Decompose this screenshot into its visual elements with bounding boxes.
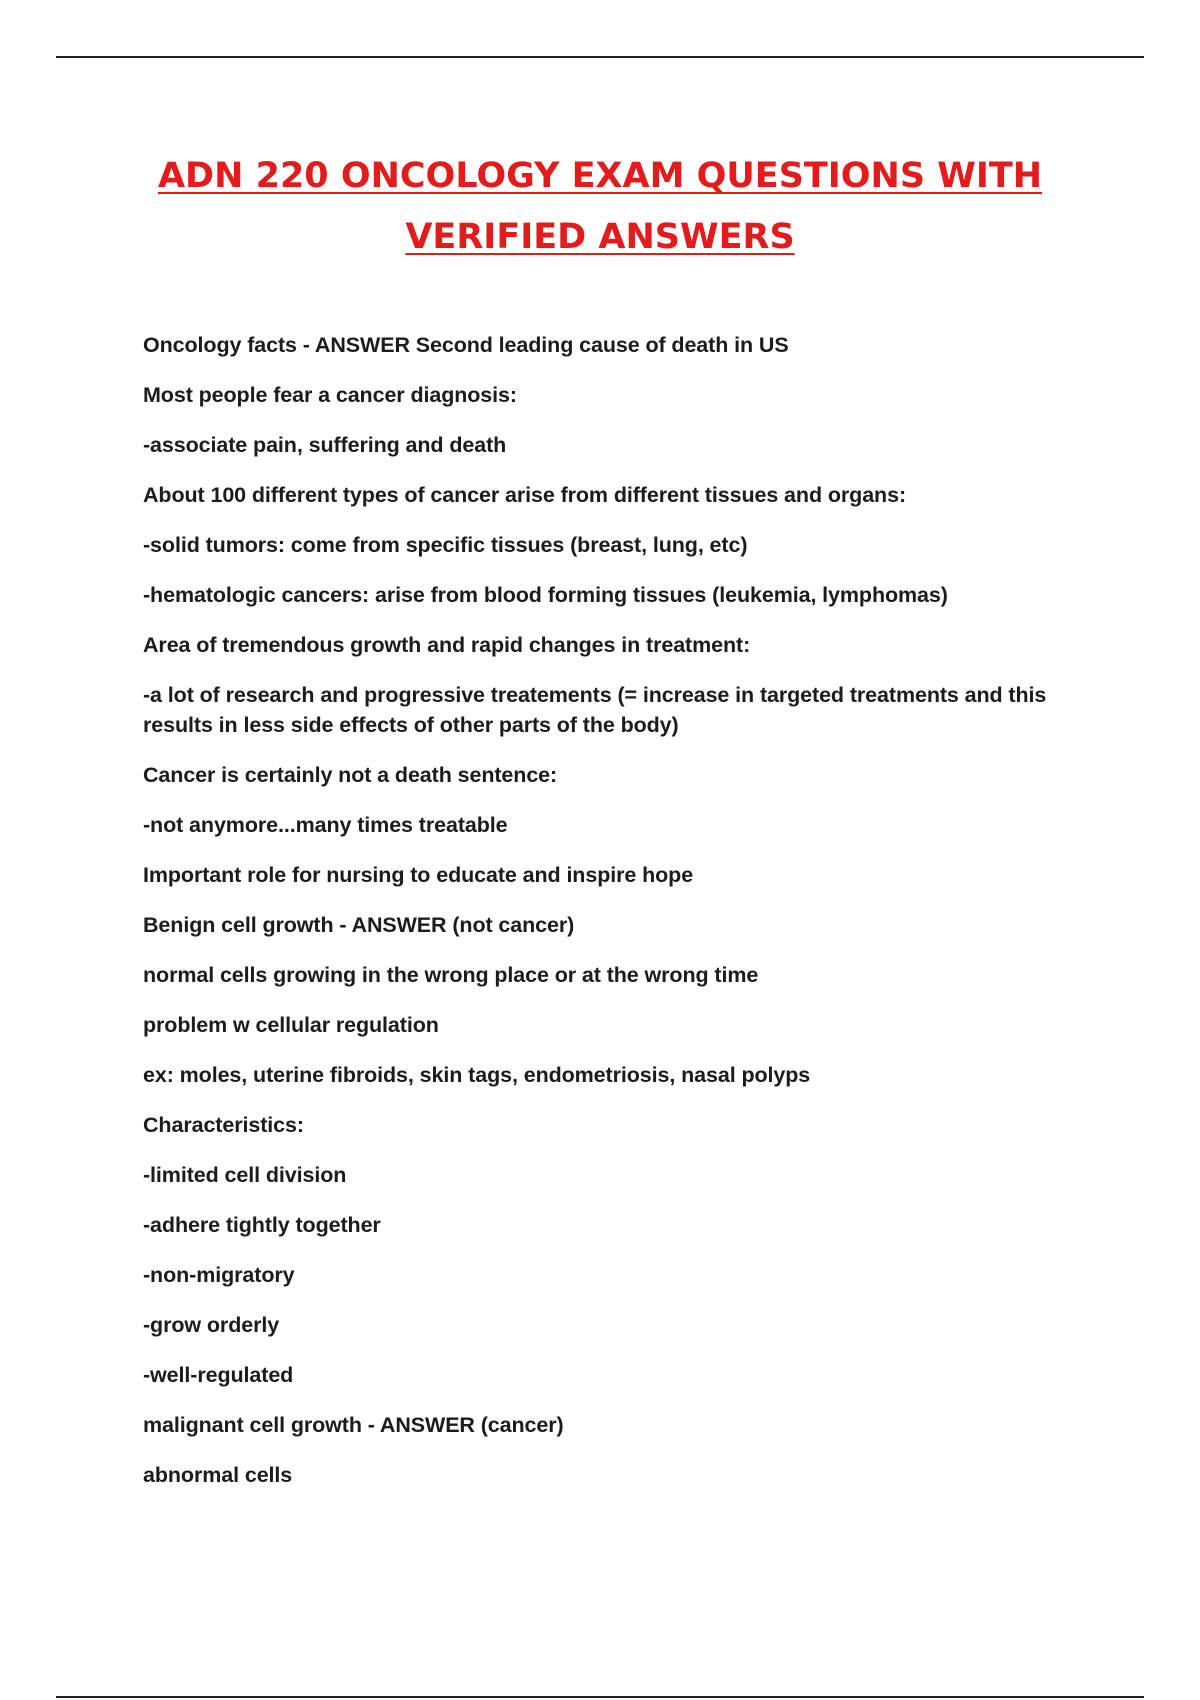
body-line: -adhere tightly together [143, 1213, 381, 1237]
title-line-1: ADN 220 ONCOLOGY EXAM QUESTIONS WITH [157, 156, 1043, 196]
bottom-divider [56, 1696, 1144, 1698]
body-line: -associate pain, suffering and death [143, 433, 507, 457]
body-line: Cancer is certainly not a death sentence: [143, 763, 558, 787]
body-line: -limited cell division [143, 1163, 347, 1187]
body-line: Most people fear a cancer diagnosis: [143, 383, 517, 407]
body-line: Oncology facts - ANSWER Second leading cause of death in US [143, 333, 789, 357]
document-body [143, 330, 1083, 1510]
body-line: Characteristics: [143, 1113, 304, 1137]
body-line: About 100 different types of cancer arise from different tissues and organs: [143, 483, 906, 507]
document-title [56, 146, 1144, 268]
top-divider [56, 56, 1144, 58]
body-line: -well-regulated [143, 1363, 294, 1387]
body-line: -solid tumors: come from specific tissues (breast, lung, etc) [143, 533, 748, 557]
body-line: -not anymore...many times treatable [143, 813, 508, 837]
body-line: normal cells growing in the wrong place or at the wrong time [143, 963, 759, 987]
title-line-2: VERIFIED ANSWERS [405, 217, 795, 257]
body-line: abnormal cells [143, 1463, 293, 1487]
body-line: malignant cell growth - ANSWER (cancer) [143, 1413, 564, 1437]
body-line: ex: moles, uterine fibroids, skin tags, endometriosis, nasal polyps [143, 1063, 811, 1087]
body-line: -a lot of research and progressive treatements (= increase in targeted treatments and this results in less side effects of other parts of the body) [143, 683, 1047, 737]
body-line: Benign cell growth - ANSWER (not cancer) [143, 913, 575, 937]
body-line: Important role for nursing to educate and inspire hope [143, 863, 694, 887]
body-line: problem w cellular regulation [143, 1013, 439, 1037]
body-line: -hematologic cancers: arise from blood forming tissues (leukemia, lymphomas) [143, 583, 948, 607]
body-line: -non-migratory [143, 1263, 295, 1287]
body-line: -grow orderly [143, 1313, 280, 1337]
body-line: Area of tremendous growth and rapid changes in treatment: [143, 633, 751, 657]
